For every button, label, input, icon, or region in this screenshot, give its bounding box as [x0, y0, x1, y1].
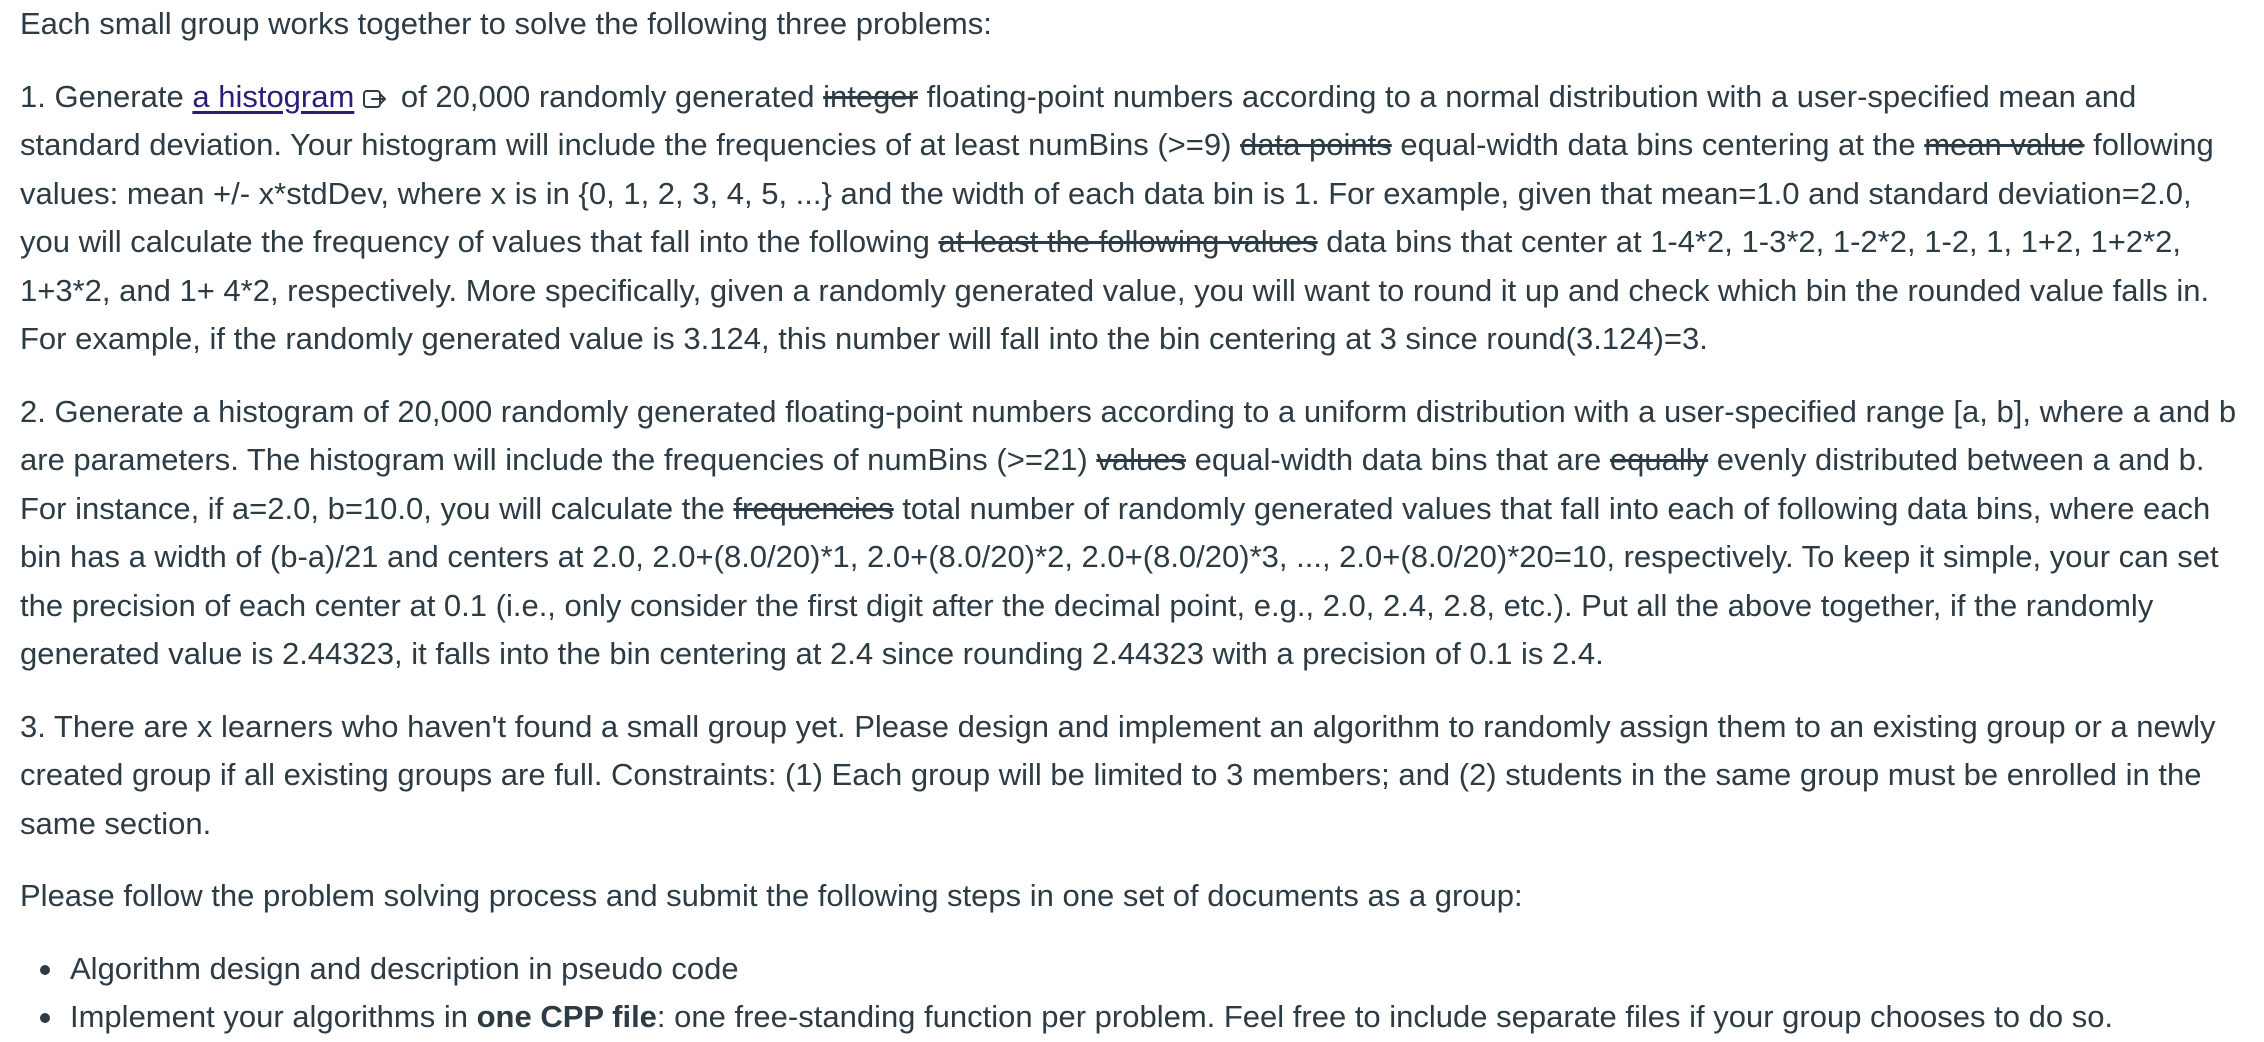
- strikethrough-text: values: [1096, 442, 1186, 477]
- problem-1: 1. Generate a histogram of 20,000 randomly generated integer floating-point numbers according to a normal distribution with a user-specified mean and standard deviation. Your histogram will include the frequencies of at least numBins (>=9) data points equal-width data bins centering at the mean value following values: mean +/- x*stdDev, where x is in {0, 1, 2, 3, 4, 5, ...} and the width of each data bin is 1. For example, given that mean=1.0 and standard deviation=2.0, you will calculate the frequency of values that fall into the following at least the following values data bins that center at 1-4*2, 1-3*2, 1-2*2, 1-2, 1, 1+2, 1+2*2, 1+3*2, and 1+ 4*2, respectively. More specifically, given a randomly generated value, you will want to round it up and check which bin the rounded value falls in. For example, if the randomly generated value is 3.124, this number will fall into the bin centering at 3 since round(3.124)=3.: [20, 78, 2214, 356]
- bullet-icon: [40, 965, 50, 975]
- bold-text: one CPP file: [476, 999, 657, 1034]
- strikethrough-text: at least the following values: [938, 224, 1318, 259]
- strikethrough-text: data points: [1240, 127, 1392, 162]
- strikethrough-text: integer: [823, 78, 918, 114]
- problem-2: 2. Generate a histogram of 20,000 randomly generated floating-point numbers according to a uniform distribution with a user-specified range [a, b], where a and b are parameters. The histogram will include the frequencies of numBins (>=21) values equal-width data bins that are equally evenly distributed between a and b. For instance, if a=2.0, b=10.0, you will calculate the frequencies total number of randomly generated values that fall into each of following data bins, where each bin has a width of (b-a)/21 and centers at 2.0, 2.0+(8.0/20)*1, 2.0+(8.0/20)*2, 2.0+(8.0/20)*3, ..., 2.0+(8.0/20)*20=10, respectively. To keep it simple, your can set the precision of each center at 0.1 (i.e., only consider the first digit after the decimal point, e.g., 2.0, 2.4, 2.8, etc.). Put all the above together, if the randomly generated value is 2.44323, it falls into the bin centering at 2.4 since rounding 2.44323 with a precision of 0.1 is 2.4.: [20, 393, 2237, 671]
- strikethrough-text: frequencies: [733, 490, 894, 526]
- steps-list: [20, 945, 2250, 1042]
- intro-text: Each small group works together to solve the following three problems:: [20, 6, 992, 41]
- assignment-content: [20, 0, 2250, 1042]
- list-item: Implement your algorithms in one CPP file: one free-standing function per problem. Feel free to include separate files if your group chooses to do so.: [70, 993, 2250, 1042]
- bullet-icon: [40, 1013, 50, 1023]
- list-item: Algorithm design and description in pseudo code: [70, 945, 2250, 994]
- strikethrough-text: mean value: [1924, 127, 2085, 162]
- histogram-link[interactable]: a histogram: [192, 78, 355, 114]
- external-link-icon[interactable]: [362, 77, 388, 103]
- strikethrough-text: equally: [1609, 442, 1709, 477]
- instructions-text: Please follow the problem solving process and submit the following steps in one set of documents as a group:: [20, 878, 1523, 913]
- problem-3: 3. There are x learners who haven't found a small group yet. Please design and implement an algorithm to randomly assign them to an existing group or a newly created group if all existing groups are full. Constraints: (1) Each group will be limited to 3 members; and (2) students in the same group must be enrolled in the same section.: [20, 708, 2216, 841]
